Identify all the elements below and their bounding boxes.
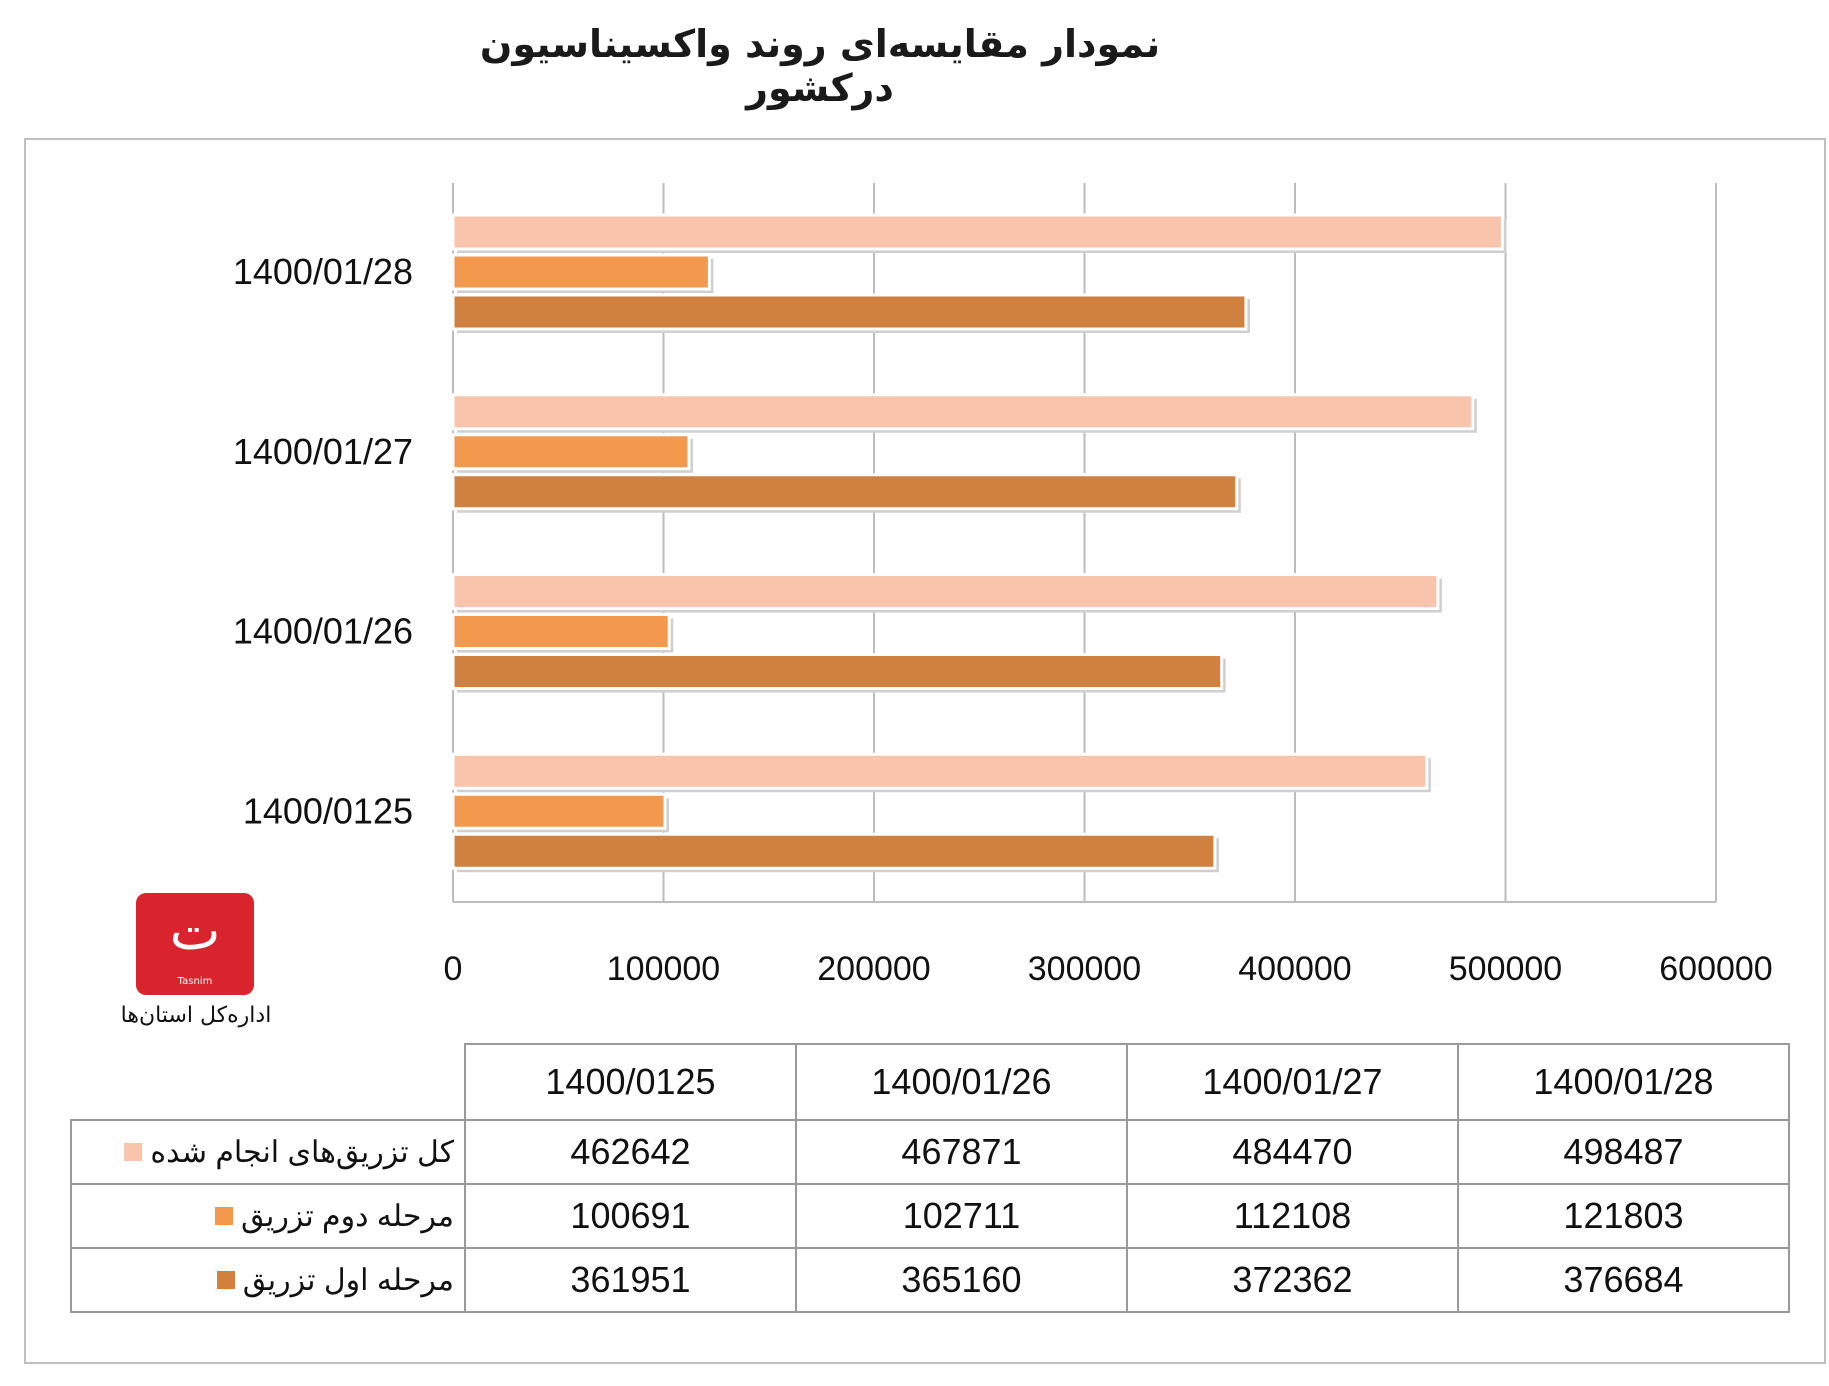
bar <box>453 435 689 469</box>
data-table <box>70 1043 1790 1313</box>
table-corner <box>71 1044 465 1120</box>
category-label: 1400/01/26 <box>232 610 413 652</box>
table-row-second-dose <box>71 1184 1789 1248</box>
header-cell: 1400/01/27 <box>1127 1044 1458 1120</box>
series-label-total: کل تزریق‌های انجام شده <box>150 1135 454 1169</box>
bar <box>453 575 1438 609</box>
header-cell: 1400/0125 <box>465 1044 796 1120</box>
category-label: 1400/0125 <box>242 790 413 832</box>
table-cell: 365160 <box>796 1248 1127 1312</box>
bar <box>453 295 1246 329</box>
table-cell: 467871 <box>796 1120 1127 1184</box>
table-cell: 102711 <box>796 1184 1127 1248</box>
header-cell: 1400/01/28 <box>1458 1044 1789 1120</box>
table-cell: 121803 <box>1458 1184 1789 1248</box>
x-tick-label: 400000 <box>1238 950 1352 988</box>
table-header-row <box>71 1044 1789 1120</box>
category-label: 1400/01/27 <box>232 430 413 472</box>
logo-caption: اداره‌کل استان‌ها <box>120 1003 272 1028</box>
bar <box>453 395 1473 429</box>
table-cell: 112108 <box>1127 1184 1458 1248</box>
x-tick-label: 500000 <box>1448 950 1563 988</box>
category-label: 1400/01/28 <box>232 251 413 292</box>
bar <box>453 215 1502 249</box>
series-label-second-dose: مرحله دوم تزریق <box>240 1199 454 1233</box>
table-cell: 100691 <box>465 1184 796 1248</box>
table-cell: 462642 <box>465 1120 796 1184</box>
bar <box>453 794 665 828</box>
header-cell: 1400/01/26 <box>796 1044 1127 1120</box>
series-label-first-dose: مرحله اول تزریق <box>242 1263 454 1297</box>
row-label <box>71 1184 465 1248</box>
row-label <box>71 1120 465 1184</box>
tasnim-logo: ت Tasnim <box>136 893 254 995</box>
bar <box>453 754 1427 788</box>
chart-title: نمودار مقایسه‌ای روند واکسیناسیون درکشور <box>479 22 1161 110</box>
legend-swatch-first-dose <box>217 1271 235 1289</box>
legend-swatch-second-dose <box>215 1207 233 1225</box>
bar <box>453 255 709 289</box>
bar <box>453 475 1237 509</box>
bar <box>453 615 669 649</box>
x-tick-label: 0 <box>443 950 463 988</box>
row-label <box>71 1248 465 1312</box>
bar <box>453 834 1215 868</box>
bar <box>453 655 1222 689</box>
table-cell: 484470 <box>1127 1120 1458 1184</box>
table-row-total <box>71 1120 1789 1184</box>
table-cell: 361951 <box>465 1248 796 1312</box>
legend-swatch-total <box>124 1143 142 1161</box>
x-tick-label: 100000 <box>606 950 721 988</box>
x-tick-label: 300000 <box>1027 950 1142 988</box>
x-tick-label: 200000 <box>817 950 931 988</box>
table-row-first-dose <box>71 1248 1789 1312</box>
x-tick-label: 600000 <box>1659 950 1773 988</box>
table-cell: 498487 <box>1458 1120 1789 1184</box>
bar-layer <box>453 215 1506 872</box>
table-cell: 372362 <box>1127 1248 1458 1312</box>
table-cell: 376684 <box>1458 1248 1789 1312</box>
